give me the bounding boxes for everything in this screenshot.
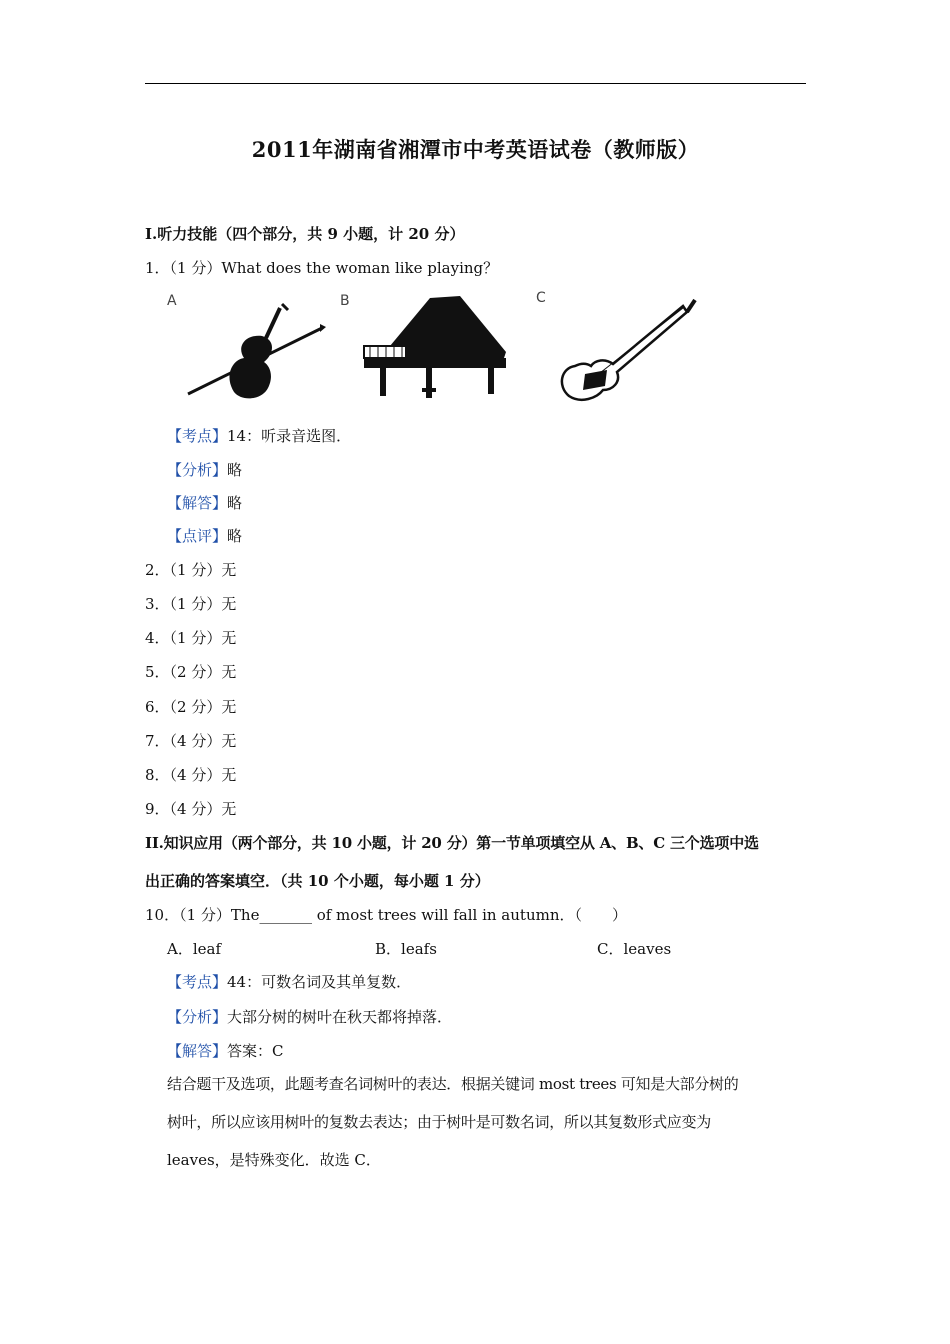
section1-heading: I.听力技能（四个部分，共 9 小题，计 20 分） [145, 225, 465, 243]
section2-heading-line2: 出正确的答案填空．（共 10 个小题，每小题 1 分） [145, 872, 490, 890]
q1-kaodian [167, 426, 351, 446]
q10-explanation-line3: leaves，是特殊变化．故选 C． [167, 1151, 381, 1169]
option-c-letter: C [536, 290, 546, 306]
page-title: 2011年湖南省湘潭市中考英语试卷（教师版） [251, 137, 700, 162]
fenxi-tag: 【分析】 [167, 461, 228, 479]
jieda-tag: 【解答】 [167, 1042, 228, 1060]
section2-heading-line1: II.知识应用（两个部分，共 10 小题，计 20 分）第一节单项填空从 A、B、C 三个选项中选 [145, 834, 759, 852]
dianping-text: 略 [227, 527, 243, 545]
fenxi-text: 大部分树的树叶在秋天都将掉落． [227, 1008, 453, 1026]
kaodian-text: 44：可数名词及其单复数． [227, 973, 412, 991]
question-6: 6．（2 分）无 [145, 698, 237, 716]
question-3: 3．（1 分）无 [145, 595, 237, 613]
fenxi-text: 略 [227, 461, 243, 479]
q1-fenxi [167, 460, 242, 480]
option-a-letter: A [167, 293, 177, 309]
violin-icon[interactable] [170, 296, 330, 406]
fenxi-tag: 【分析】 [167, 1008, 228, 1026]
question-7: 7．（4 分）无 [145, 732, 237, 750]
question-10-stem: 10．（1 分）The_______ of most trees will fall in autumn．（ ） [145, 906, 627, 924]
question-8: 8．（4 分）无 [145, 766, 237, 784]
jieda-text: 答案：C [227, 1042, 284, 1060]
option-b-letter: B [340, 293, 350, 309]
question-5: 5．（2 分）无 [145, 663, 237, 681]
kaodian-tag: 【考点】 [167, 973, 228, 991]
q1-jieda [167, 493, 242, 513]
q10-kaodian [167, 972, 411, 992]
piano-icon[interactable] [360, 292, 510, 404]
q10-explanation-line1: 结合题干及选项，此题考查名词树叶的表达．根据关键词 most trees 可知是大部分树的 [167, 1075, 739, 1093]
question-9: 9．（4 分）无 [145, 800, 237, 818]
question-2: 2．（1 分）无 [145, 561, 237, 579]
question-1-stem: 1．（1 分）What does the woman like playing？ [145, 259, 499, 277]
guitar-icon[interactable] [555, 294, 700, 406]
header-rule [145, 83, 806, 84]
q10-option-b[interactable]: B．leafs [375, 940, 437, 958]
kaodian-text: 14：听录音选图． [227, 427, 352, 445]
q10-fenxi [167, 1007, 452, 1027]
q10-option-a[interactable]: A．leaf [167, 940, 222, 958]
q10-explanation-line2: 树叶，所以应该用树叶的复数去表达；由于树叶是可数名词，所以其复数形式应变为 [167, 1113, 711, 1131]
dianping-tag: 【点评】 [167, 527, 228, 545]
q10-jieda [167, 1041, 284, 1061]
jieda-text: 略 [227, 494, 243, 512]
question-4: 4．（1 分）无 [145, 629, 237, 647]
q1-dianping [167, 526, 242, 546]
jieda-tag: 【解答】 [167, 494, 228, 512]
q10-option-c[interactable]: C．leaves [597, 940, 672, 958]
kaodian-tag: 【考点】 [167, 427, 228, 445]
